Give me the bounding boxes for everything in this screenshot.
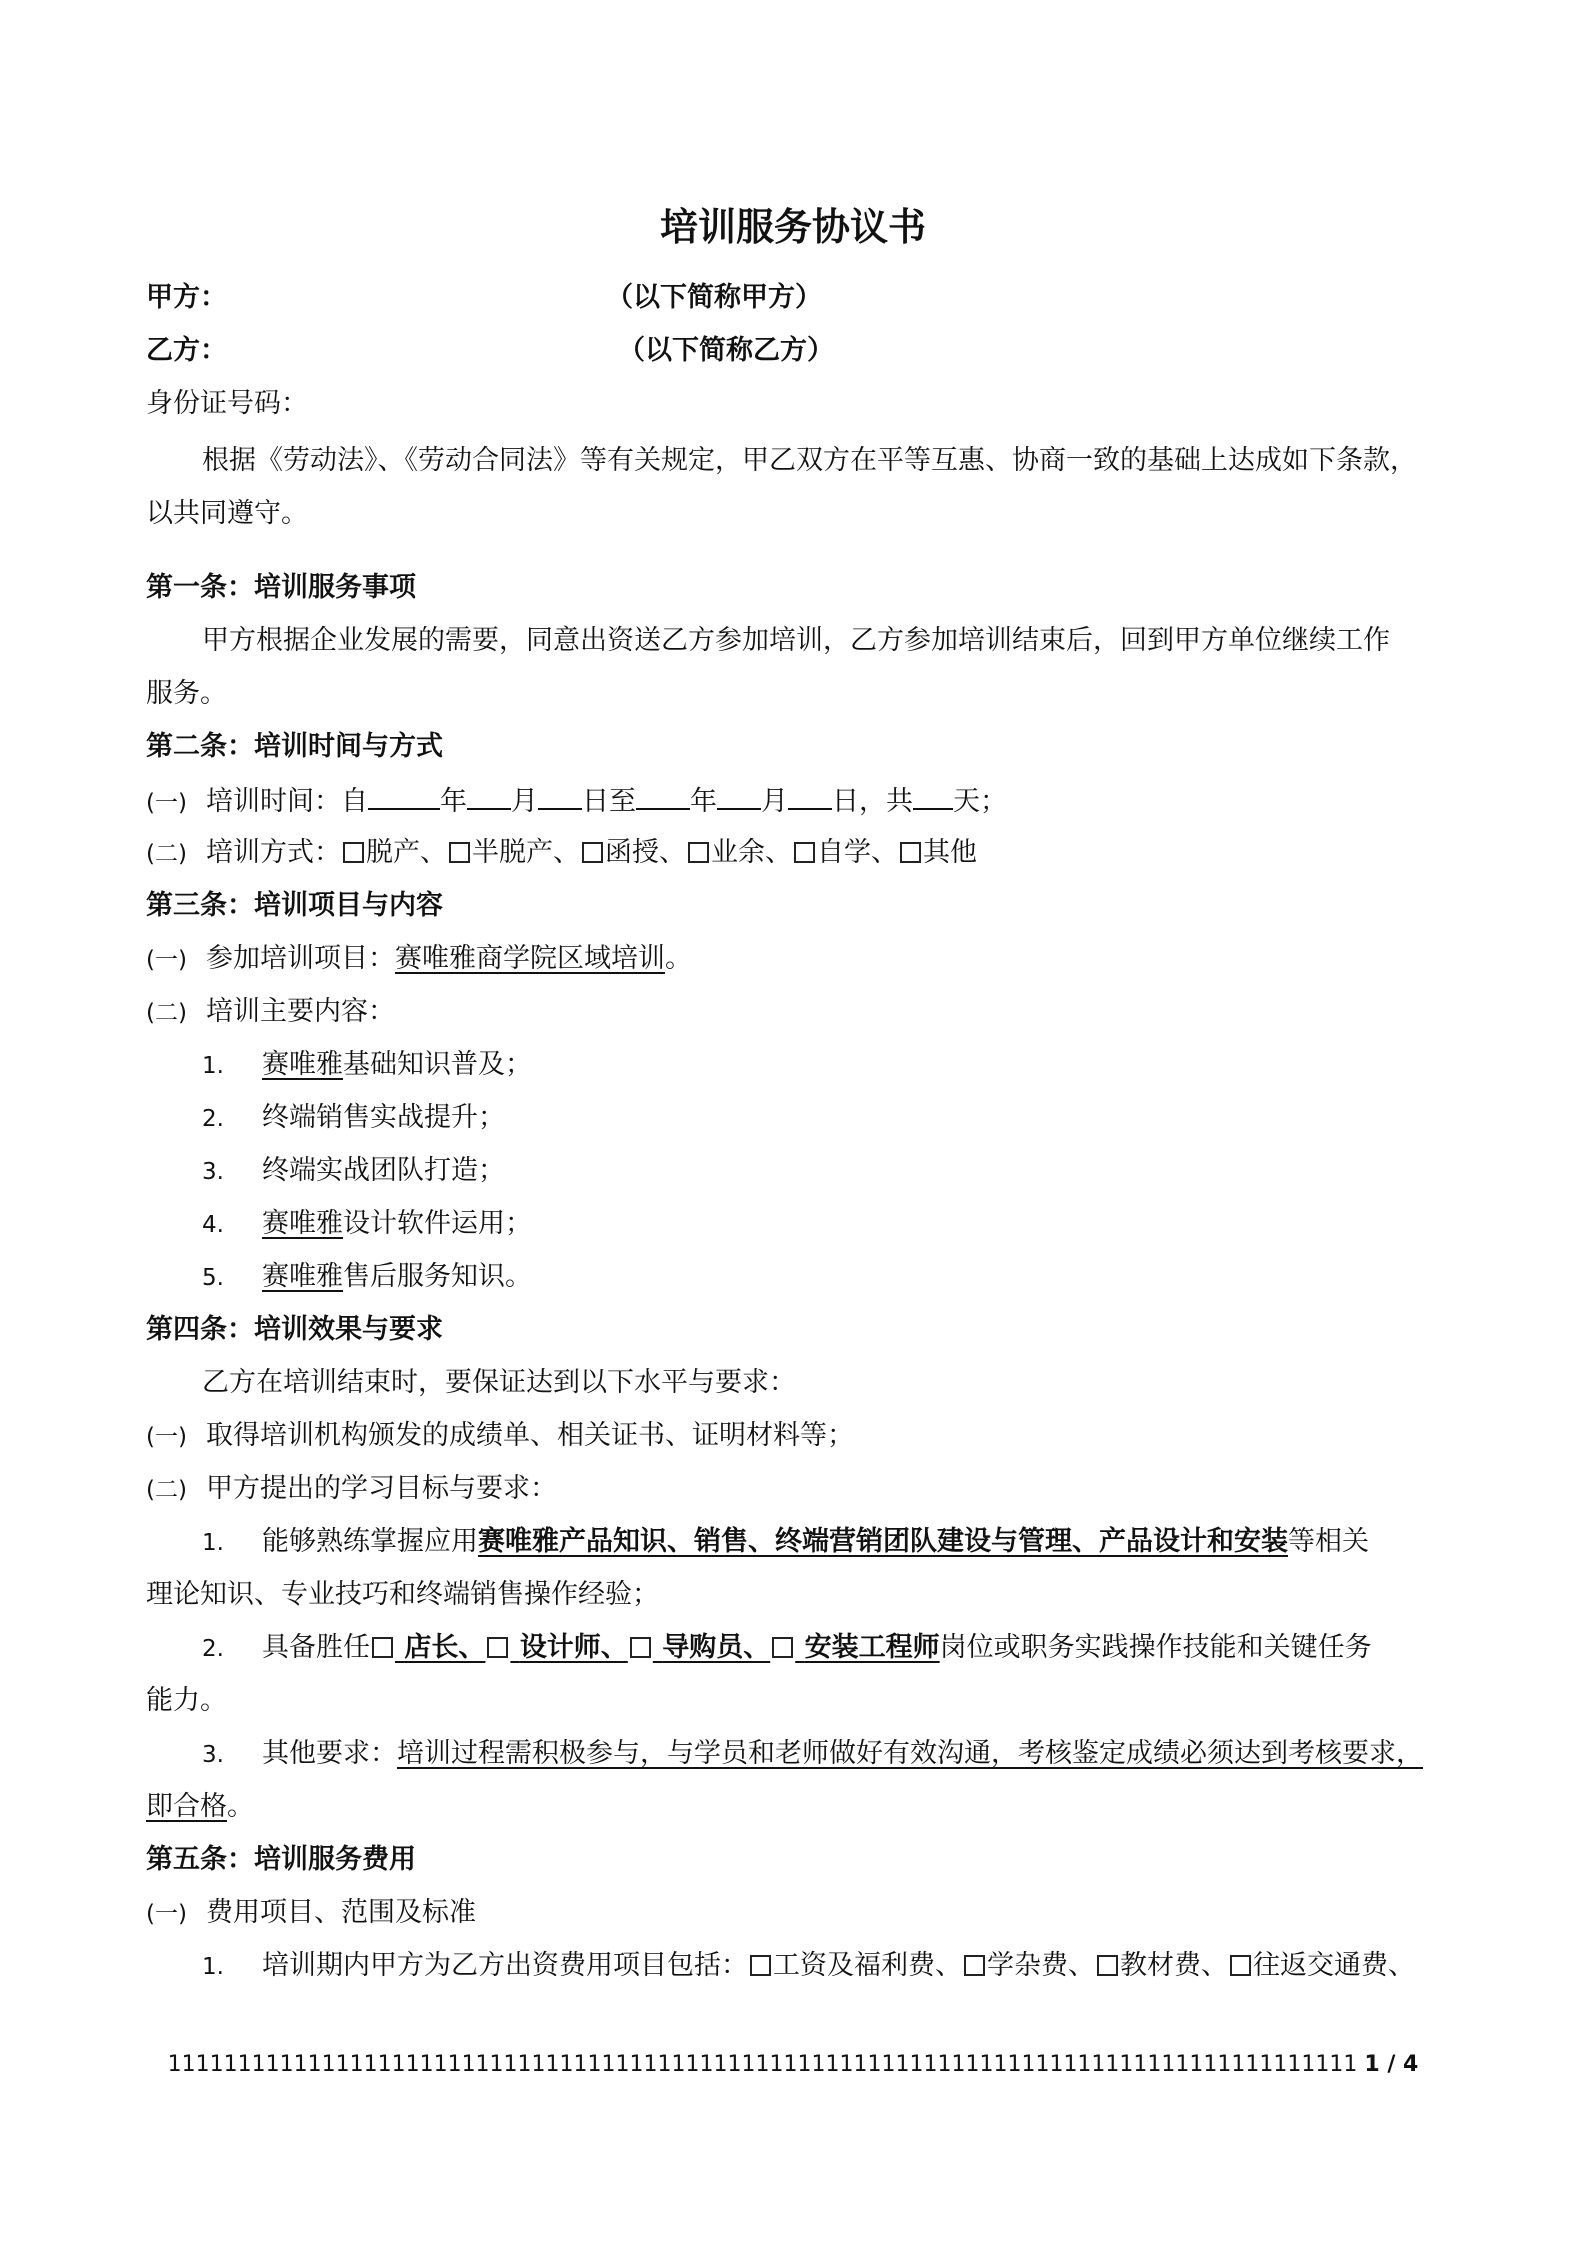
goal-text: 等相关 [1288,1526,1369,1557]
intro-line-1: 根据《劳动法》、《劳动合同法》等有关规定，甲乙双方在平等互惠、协商一致的基础上达成如下条款， [202,445,1417,476]
option-label: 安装工程师 [804,1632,940,1663]
goal-2-line-2: 能力。 [146,1685,227,1716]
position-options [370,1632,940,1663]
month-label: 月 [511,786,538,817]
salary-welfare-checkbox[interactable] [750,1955,771,1976]
month-label: 月 [761,786,788,817]
list-text: 终端实战团队打造； [262,1155,505,1186]
page-footer [0,2050,1586,2080]
list-number: 2. [202,1636,224,1662]
days-label: 天； [953,786,1007,817]
item-number: (二) [146,1477,187,1503]
article-4-intro: 乙方在培训结束时，要保证达到以下水平与要求： [202,1367,796,1398]
list-text: 基础知识普及； [343,1049,532,1080]
goal-underlined-text: 即合格 [146,1791,227,1822]
list-number: 3. [202,1742,224,1768]
self-study-checkbox[interactable] [794,842,815,863]
list-number: 3. [202,1159,224,1185]
item-number: (一) [146,1424,187,1450]
training-project-label: 参加培训项目： [206,943,395,974]
year-label: 年 [440,786,467,817]
total-days-blank[interactable] [913,782,953,810]
end-day-blank[interactable] [788,782,832,810]
list-number: 1. [202,1530,224,1556]
article-5-heading: 第五条：培训服务费用 [146,1844,416,1875]
list-item [202,1259,532,1296]
party-a-label: 甲方： [146,282,227,313]
option-label: 函授、 [605,837,686,868]
tuition-checkbox[interactable] [964,1955,985,1976]
list-number: 1. [202,1053,224,1079]
goal-text: 岗位或职务实践操作技能和关键任务 [939,1632,1372,1663]
list-item [202,1100,505,1137]
article-1-line-2: 服务。 [146,678,227,709]
punctuation: 。 [227,1791,254,1822]
goal-1-line-2: 理论知识、专业技巧和终端销售操作经验； [146,1579,659,1610]
correspondence-checkbox[interactable] [582,842,603,863]
option-label: 学杂费、 [987,1950,1095,1981]
full-time-checkbox[interactable] [343,842,364,863]
option-label: 导购员、 [662,1632,771,1663]
installation-engineer-checkbox[interactable] [772,1637,793,1658]
list-item [202,1153,505,1190]
requirement-text: 甲方提出的学习目标与要求： [206,1473,557,1504]
option-label: 其他 [923,837,977,868]
training-time-row [146,782,1007,821]
brand-name: 赛唯雅 [262,1261,343,1292]
shopping-guide-checkbox[interactable] [630,1637,651,1658]
requirement-text: 取得培训机构颁发的成绩单、相关证书、证明材料等； [206,1420,854,1451]
option-label: 设计师、 [519,1632,628,1663]
option-label: 业余、 [711,837,792,868]
item-number: (一) [146,1901,187,1927]
footer-filler: 1111111111111111111111111111111111111111111111111111111111111111111111111111111111111 [167,2052,1358,2077]
goal-1-line-1 [202,1524,1369,1561]
list-number: 2. [202,1106,224,1132]
training-content-label: 培训主要内容： [206,996,395,1027]
end-year-blank[interactable] [636,782,690,810]
list-number: 4. [202,1212,224,1238]
document-title: 培训服务协议书 [659,205,926,249]
start-year-blank[interactable] [368,782,440,810]
goal-text: 能够熟练掌握应用 [262,1526,478,1557]
designer-checkbox[interactable] [487,1637,508,1658]
article-4-heading: 第四条：培训效果与要求 [146,1314,443,1345]
id-number-label: 身份证号码： [146,388,308,419]
goal-emphasis: 赛唯雅产品知识、销售、终端营销团队建设与管理、产品设计和安装 [478,1526,1288,1557]
article-2-heading: 第二条：培训时间与方式 [146,731,443,762]
year-label: 年 [690,786,717,817]
training-mode-row [146,835,977,872]
list-item [202,1206,532,1243]
option-label: 店长、 [404,1632,486,1663]
goal-text: 具备胜任 [262,1632,370,1663]
part-time-checkbox[interactable] [449,842,470,863]
option-label: 工资及福利费、 [773,1950,962,1981]
option-label: 脱产、 [366,837,447,868]
store-manager-checkbox[interactable] [372,1637,393,1658]
punctuation: 。 [665,943,692,974]
goal-3-line-1 [202,1736,1423,1773]
travel-checkbox[interactable] [1230,1955,1251,1976]
fee-scope-text: 费用项目、范围及标准 [206,1897,476,1928]
goal-text: 其他要求： [262,1738,397,1769]
start-month-blank[interactable] [467,782,511,810]
article-3-heading: 第三条：培训项目与内容 [146,890,443,921]
end-month-blank[interactable] [717,782,761,810]
training-time-label: 培训时间：自 [206,786,368,817]
item-number: (一) [146,790,187,816]
list-item [202,1047,532,1084]
start-day-blank[interactable] [538,782,582,810]
day-to-label: 日至 [582,786,636,817]
day-end-label: 日，共 [832,786,913,817]
requirement-goals-row [146,1471,557,1508]
option-label: 教材费、 [1120,1950,1228,1981]
brand-name: 赛唯雅 [262,1049,343,1080]
page-number: 1 / 4 [1364,2052,1419,2077]
option-label: 往返交通费、 [1253,1950,1415,1981]
list-text: 终端销售实战提升； [262,1102,505,1133]
requirement-certificate-row [146,1418,854,1455]
textbook-checkbox[interactable] [1097,1955,1118,1976]
item-number: (二) [146,1000,187,1026]
goal-3-line-2 [146,1789,254,1825]
other-checkbox[interactable] [900,842,921,863]
fee-items-row [202,1948,1415,1985]
intro-line-2: 以共同遵守。 [146,498,308,529]
article-1-line-1: 甲方根据企业发展的需要，同意出资送乙方参加培训，乙方参加培训结束后，回到甲方单位继续工作 [202,625,1390,656]
fee-items-text: 培训期内甲方为乙方出资费用项目包括： [262,1950,748,1981]
training-project-value: 赛唯雅商学院区域培训 [395,943,665,974]
list-text: 设计软件运用； [343,1208,532,1239]
list-number: 5. [202,1265,224,1291]
fee-scope-row [146,1895,476,1932]
training-project-row [146,941,692,978]
training-content-row [146,994,395,1031]
list-number: 1. [202,1954,224,1980]
training-mode-label: 培训方式： [206,837,341,868]
option-label: 半脱产、 [472,837,580,868]
article-1-heading: 第一条：培训服务事项 [146,572,416,603]
party-b-label: 乙方： [146,335,227,366]
goal-underlined-text: 培训过程需积极参与，与学员和老师做好有效沟通，考核鉴定成绩必须达到考核要求， [397,1738,1423,1769]
item-number: (一) [146,947,187,973]
option-label: 自学、 [817,837,898,868]
party-b-note: （以下简称乙方） [618,335,834,366]
brand-name: 赛唯雅 [262,1208,343,1239]
spare-time-checkbox[interactable] [688,842,709,863]
goal-2-line-1 [202,1630,1372,1667]
item-number: (二) [146,841,187,867]
party-a-note: （以下简称甲方） [606,282,822,313]
list-text: 售后服务知识。 [343,1261,532,1292]
